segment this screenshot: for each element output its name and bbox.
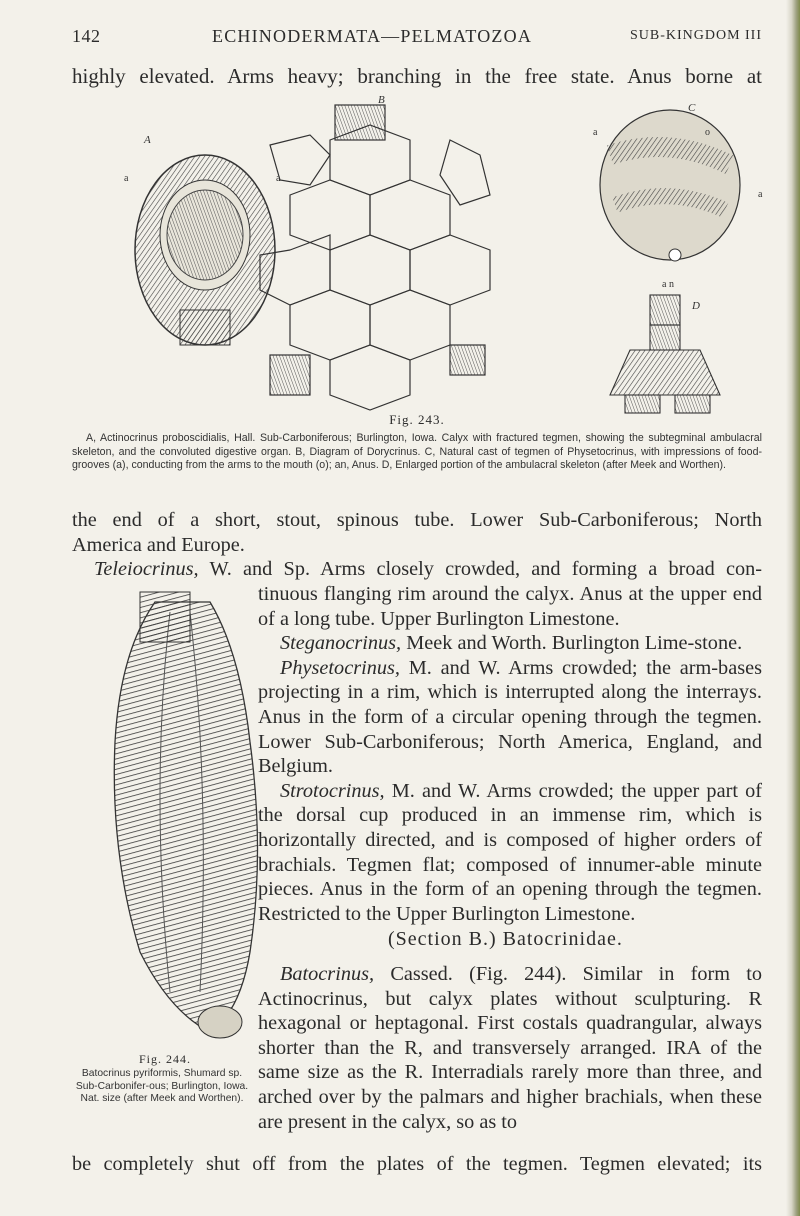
opening-line: highly elevated. Arms heavy; branching in the free state. Anus borne at bbox=[72, 64, 762, 88]
point-label-a-c-right: a bbox=[758, 189, 763, 200]
steganocrinus-entry bbox=[258, 631, 762, 656]
point-label-an: a n bbox=[662, 279, 674, 290]
teleiocrinus-text-rest: tinuous flanging rim around the calyx. Anus at the upper end of a long tube. Upper Burlington Limestone. bbox=[258, 583, 762, 630]
panel-d-ambulacral-skeleton bbox=[610, 295, 720, 413]
teleiocrinus-text-start: W. and Sp. Arms closely crowded, and forming a broad con- bbox=[209, 558, 762, 580]
batocrinus-drawing bbox=[100, 592, 270, 1042]
paragraph-continuation-line2: America and Europe. bbox=[72, 533, 245, 556]
teleiocrinus-genus-name: Teleiocrinus, bbox=[94, 558, 199, 580]
physetocrinus-genus-name: Physetocrinus, bbox=[280, 656, 400, 679]
figure-244-illustration bbox=[100, 592, 270, 1042]
physetocrinus-entry bbox=[258, 656, 762, 779]
paragraph-continuation-line1: the end of a short, stout, spinous tube. Lower Sub-Carboniferous; North bbox=[72, 509, 762, 531]
final-line bbox=[72, 1152, 762, 1177]
point-label-a-right: a bbox=[276, 173, 281, 184]
figure-243-illustration bbox=[124, 94, 770, 415]
panel-a-calyx-drawing bbox=[135, 155, 275, 345]
page-number: 142 bbox=[72, 26, 101, 46]
running-title: ECHINODERMATA—PELMATOZOA bbox=[212, 26, 533, 46]
panel-b-dorycrinus-diagram bbox=[260, 105, 490, 410]
batocrinus-genus-name: Batocrinus, bbox=[280, 963, 375, 985]
panel-label-d: D bbox=[692, 300, 700, 312]
figure-244-caption: Batocrinus pyriformis, Shumard sp. Sub-Carbonifer-ous; Burlington, Iowa. Nat. size (after Meek and Worthen). bbox=[75, 1068, 249, 1104]
book-spine-edge bbox=[786, 0, 800, 1216]
paragraph-continuation bbox=[72, 508, 762, 557]
section-heading: (Section B.) Batocrinidae. bbox=[388, 928, 623, 950]
subkingdom-label: SUB-KINGDOM III bbox=[629, 28, 762, 43]
figure-244-label: Fig. 244. bbox=[138, 1052, 191, 1066]
batocrinus-entry bbox=[258, 962, 762, 1134]
teleiocrinus-first-line bbox=[72, 557, 762, 582]
strotocrinus-text: M. and W. Arms crowded; the upper part of the dorsal cup produced in an immense rim, which is horizontally directed, and is composed of higher orders of brachials. Tegmen flat; composed of innumer-able minute pieces. Anus in the form of an opening through the tegmen. Restricted to the Upper Burlington Limestone. bbox=[258, 779, 762, 925]
figure-243-label: Fig. 243. bbox=[389, 412, 445, 427]
steganocrinus-genus-name: Steganocrinus, bbox=[280, 632, 402, 655]
running-head bbox=[72, 26, 762, 50]
batocrinus-text: Cassed. (Fig. 244). Similar in form to Actinocrinus, but calyx plates without sculpturing. R hexagonal or heptagonal. First costals quadrangular, always shorter than the R, and transversely arranged. IRA of the same size as the R. Interradials rarely more than three, and arched over by the palmars and higher brachials, when these are present in the calyx, so as to bbox=[258, 963, 763, 1133]
final-line-text: be completely shut off from the plates of the tegmen. Tegmen elevated; its bbox=[72, 1153, 762, 1175]
panel-label-c: C bbox=[688, 102, 696, 114]
physetocrinus-text: M. and W. Arms crowded; the arm-bases projecting in a rim, which is interrupted along the interrays. Anus in the form of a circular opening through the tegmen. Lower Sub-Carboniferous; North America, England, and Belgium. bbox=[258, 656, 762, 778]
panel-label-b: B bbox=[378, 94, 385, 106]
strotocrinus-genus-name: Strotocrinus, bbox=[280, 779, 385, 802]
steganocrinus-text: Meek and Worth. Burlington Lime-stone. bbox=[406, 632, 743, 655]
panel-label-a: A bbox=[144, 134, 151, 146]
figure-243-caption: A, Actinocrinus proboscidialis, Hall. Sub-Carboniferous; Burlington, Iowa. Calyx with fractured tegmen, showing the subtegminal ambulacral skeleton, and the convoluted digestive organ. B, Diagram of Dorycrinus. C, Natural cast of tegmen of Physetocrinus, with impressions of food-grooves (a), conducting from the arms to the mouth (o); an, Anus. D, Enlarged portion of the ambulacral skeleton (after Meek and Worthen). bbox=[72, 432, 762, 471]
figure-243-plate bbox=[124, 94, 770, 415]
genera-descriptions bbox=[258, 582, 762, 926]
point-label-o: o bbox=[705, 127, 710, 138]
point-label-a-c-left: a bbox=[593, 127, 598, 138]
strotocrinus-entry bbox=[258, 779, 762, 927]
panel-c-tegmen-cast bbox=[600, 110, 740, 261]
point-label-a-left: a bbox=[124, 173, 129, 184]
